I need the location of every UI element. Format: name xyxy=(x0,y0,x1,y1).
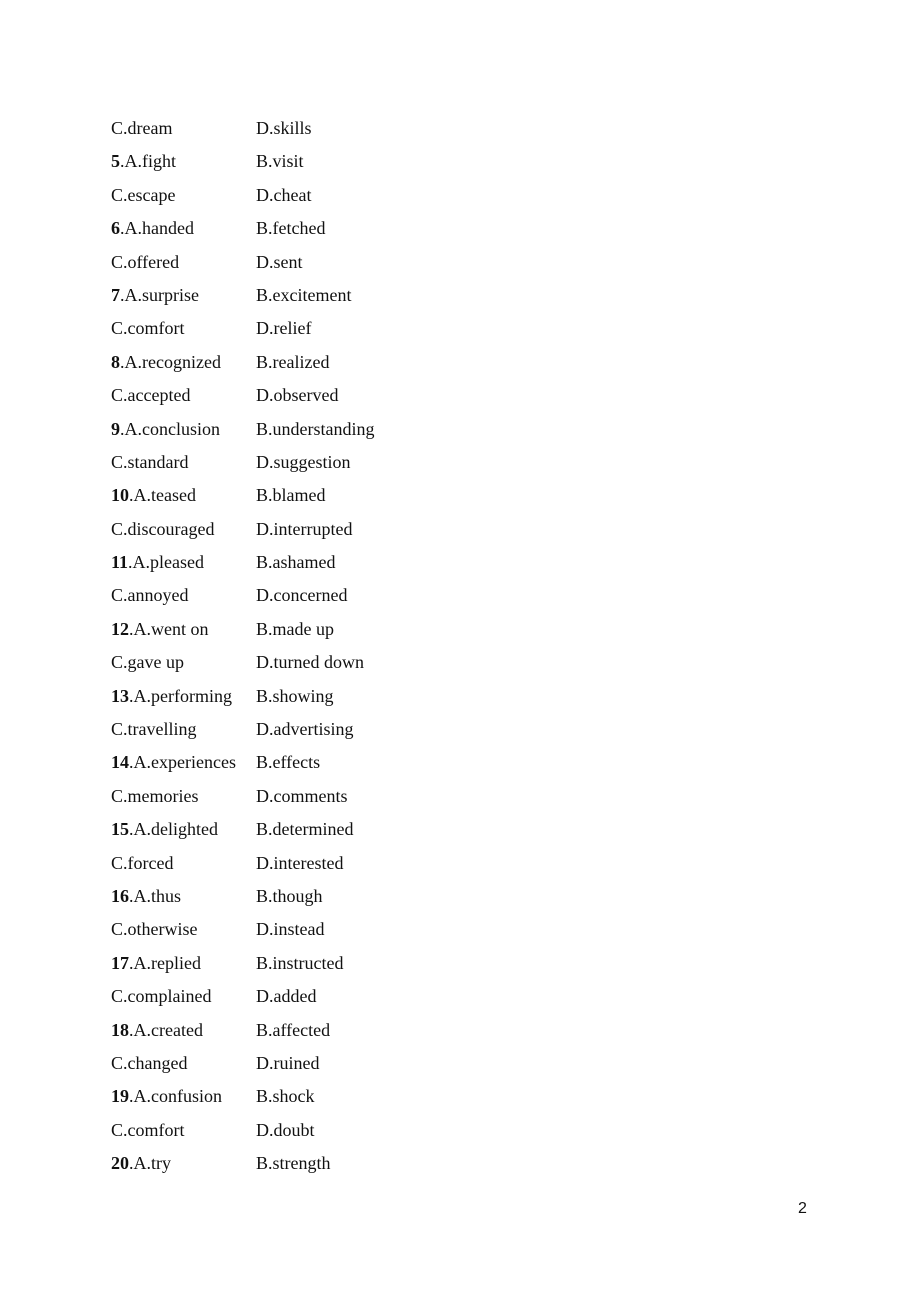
question-number: 15 xyxy=(111,819,129,840)
option-left xyxy=(111,149,256,182)
option-row xyxy=(111,517,531,550)
question-number: 20 xyxy=(111,1153,129,1174)
question-number: 16 xyxy=(111,885,129,906)
option-left xyxy=(111,1051,256,1084)
option-right-text: B.instructed xyxy=(256,952,344,973)
option-right-text: B.fetched xyxy=(256,218,326,239)
option-right-text: B.shock xyxy=(256,1086,315,1107)
option-right-text: B.blamed xyxy=(256,485,326,506)
option-right-text: D.doubt xyxy=(256,1119,315,1140)
option-left xyxy=(111,684,256,717)
option-left-text: .A.conclusion xyxy=(120,418,220,439)
option-right-text: D.skills xyxy=(256,118,312,138)
option-row xyxy=(111,450,531,483)
option-right-text: D.advertising xyxy=(256,719,354,740)
option-left xyxy=(111,917,256,950)
option-left xyxy=(111,283,256,316)
option-right-text: D.suggestion xyxy=(256,451,351,472)
question-number: 12 xyxy=(111,618,129,639)
option-left-text: .A.surprise xyxy=(120,284,199,305)
option-row xyxy=(111,483,531,516)
option-left xyxy=(111,316,256,349)
option-left xyxy=(111,250,256,283)
option-right-text: B.visit xyxy=(256,151,304,172)
option-left-text: .A.replied xyxy=(129,952,201,973)
option-left-text: C.dream xyxy=(111,118,173,138)
option-left-text: C.offered xyxy=(111,251,180,272)
option-right-text: D.added xyxy=(256,986,317,1007)
option-row xyxy=(111,316,531,349)
option-left xyxy=(111,116,256,149)
option-row xyxy=(111,149,531,182)
option-right-text: D.concerned xyxy=(256,585,348,606)
option-left-text: .A.performing xyxy=(129,685,232,706)
option-row xyxy=(111,917,531,950)
option-left xyxy=(111,417,256,450)
option-right-text: B.effects xyxy=(256,752,321,773)
option-left xyxy=(111,383,256,416)
option-left xyxy=(111,483,256,516)
option-right-text: D.relief xyxy=(256,318,312,339)
option-row xyxy=(111,1151,531,1184)
question-number: 18 xyxy=(111,1019,129,1040)
option-row xyxy=(111,250,531,283)
option-left xyxy=(111,550,256,583)
option-right-text: D.cheat xyxy=(256,184,312,205)
question-number: 11 xyxy=(111,552,129,573)
option-left xyxy=(111,951,256,984)
option-left xyxy=(111,717,256,750)
option-left-text: C.comfort xyxy=(111,1119,185,1140)
option-right-text: D.comments xyxy=(256,785,348,806)
option-left xyxy=(111,1084,256,1117)
option-right-text: D.sent xyxy=(256,251,303,272)
option-left-text: C.discouraged xyxy=(111,518,215,539)
option-left xyxy=(111,650,256,683)
option-row xyxy=(111,383,531,416)
option-left-text: .A.try xyxy=(129,1153,171,1174)
option-row xyxy=(111,1051,531,1084)
option-right-text: D.turned down xyxy=(256,652,364,673)
option-left xyxy=(111,583,256,616)
option-right-text: B.determined xyxy=(256,819,354,840)
option-row xyxy=(111,884,531,917)
option-row xyxy=(111,1084,531,1117)
question-number: 19 xyxy=(111,1086,129,1107)
option-left xyxy=(111,350,256,383)
option-row xyxy=(111,417,531,450)
option-row xyxy=(111,984,531,1017)
option-right-text: B.realized xyxy=(256,351,330,372)
option-right-text: B.made up xyxy=(256,618,334,639)
option-right-text: D.interrupted xyxy=(256,518,353,539)
question-number: 14 xyxy=(111,752,129,773)
answer-options-list xyxy=(111,116,531,1185)
question-number: 5 xyxy=(111,151,120,172)
option-right-text: D.instead xyxy=(256,919,325,940)
option-row xyxy=(111,183,531,216)
option-row xyxy=(111,817,531,850)
option-left-text: C.otherwise xyxy=(111,919,198,940)
option-left xyxy=(111,984,256,1017)
option-row xyxy=(111,283,531,316)
question-number: 10 xyxy=(111,485,129,506)
option-left-text: C.comfort xyxy=(111,318,185,339)
question-number: 6 xyxy=(111,218,120,239)
option-row xyxy=(111,1018,531,1051)
option-row xyxy=(111,550,531,583)
option-left-text: .A.created xyxy=(129,1019,203,1040)
option-right-text: D.observed xyxy=(256,385,339,406)
option-left-text: .A.confusion xyxy=(129,1086,222,1107)
option-right-text: D.ruined xyxy=(256,1052,320,1073)
option-right-text: B.showing xyxy=(256,685,334,706)
option-left xyxy=(111,517,256,550)
option-left-text: .A.handed xyxy=(120,218,194,239)
option-left xyxy=(111,450,256,483)
option-row xyxy=(111,650,531,683)
option-left xyxy=(111,183,256,216)
option-left-text: .A.thus xyxy=(129,885,182,906)
option-left-text: C.accepted xyxy=(111,385,191,406)
option-row xyxy=(111,116,531,149)
option-left-text: .A.delighted xyxy=(129,819,218,840)
option-left xyxy=(111,1118,256,1151)
question-number: 7 xyxy=(111,284,120,305)
option-left-text: C.complained xyxy=(111,986,212,1007)
option-left xyxy=(111,1018,256,1051)
option-left-text: C.standard xyxy=(111,451,189,472)
option-right-text: B.affected xyxy=(256,1019,331,1040)
option-right-text: D.interested xyxy=(256,852,344,873)
question-number: 8 xyxy=(111,351,120,372)
option-right-text: B.strength xyxy=(256,1153,331,1174)
option-left-text: C.forced xyxy=(111,852,174,873)
option-left-text: C.escape xyxy=(111,184,176,205)
option-row xyxy=(111,617,531,650)
option-row xyxy=(111,750,531,783)
option-row xyxy=(111,851,531,884)
option-left-text: C.travelling xyxy=(111,719,197,740)
option-row xyxy=(111,1118,531,1151)
option-left xyxy=(111,884,256,917)
option-left xyxy=(111,1151,256,1184)
option-left-text: C.gave up xyxy=(111,652,184,673)
option-left-text: .A.recognized xyxy=(120,351,221,372)
question-number: 9 xyxy=(111,418,120,439)
option-right-text: B.understanding xyxy=(256,418,375,439)
option-row xyxy=(111,216,531,249)
page-number: 2 xyxy=(798,1200,807,1217)
option-left-text: .A.teased xyxy=(129,485,196,506)
option-left-text: C.annoyed xyxy=(111,585,189,606)
option-row xyxy=(111,951,531,984)
option-left xyxy=(111,750,256,783)
option-right-text: B.though xyxy=(256,885,323,906)
option-left-text: C.changed xyxy=(111,1052,188,1073)
question-number: 13 xyxy=(111,685,129,706)
option-row xyxy=(111,784,531,817)
option-row xyxy=(111,350,531,383)
option-left xyxy=(111,851,256,884)
option-row xyxy=(111,583,531,616)
option-left xyxy=(111,617,256,650)
question-number: 17 xyxy=(111,952,129,973)
option-left-text: .A.pleased xyxy=(128,552,204,573)
option-left xyxy=(111,817,256,850)
option-row xyxy=(111,684,531,717)
option-left xyxy=(111,784,256,817)
option-left-text: .A.experiences xyxy=(129,752,236,773)
option-left-text: .A.fight xyxy=(120,151,176,172)
option-right-text: B.excitement xyxy=(256,284,352,305)
option-left xyxy=(111,216,256,249)
option-right-text: B.ashamed xyxy=(256,552,336,573)
option-left-text: .A.went on xyxy=(129,618,209,639)
option-left-text: C.memories xyxy=(111,785,199,806)
option-row xyxy=(111,717,531,750)
